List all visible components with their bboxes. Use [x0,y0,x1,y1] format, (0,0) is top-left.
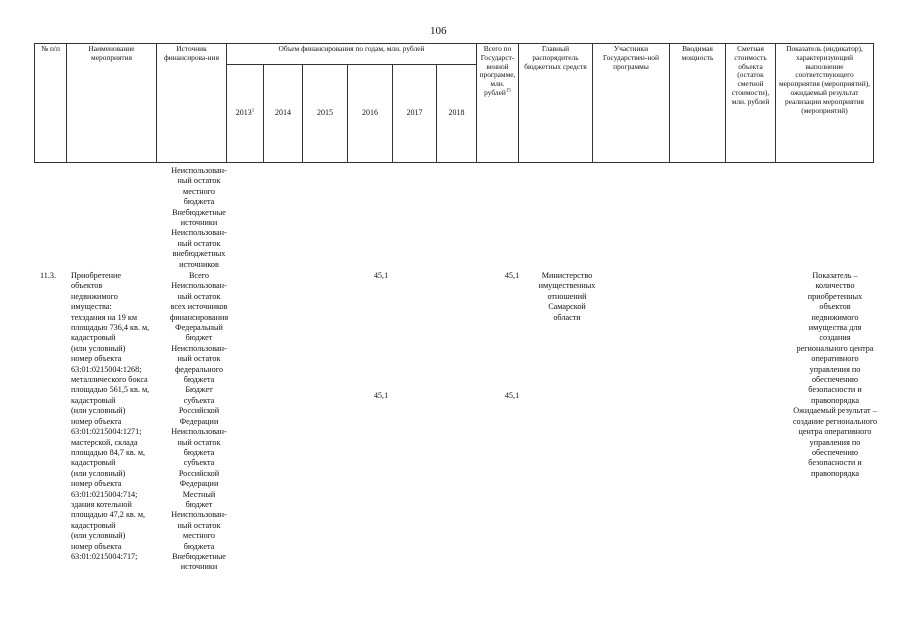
source-line: Неиспользован- [171,281,227,291]
indicator-line: центра оперативного [798,427,872,437]
header-year-2016: 2016 [348,65,393,163]
header-manager: Главный распорядитель бюджетных средств [519,44,593,163]
source-line: Российской [178,468,220,478]
header-indicator: Показатель (индикатор), характеризующий выполнение соответствующего мероприятия (мероприятий), ожидаемый результат реализации мероприятия (мероприятий) [776,44,874,163]
indicator-line: управления по [809,437,861,447]
top-source-line: бюджета [183,197,215,207]
source-list [156,271,242,573]
page-number: 106 [430,25,447,37]
item-name-line: недвижимого [71,291,118,301]
item-name-line: имущества: [71,302,112,312]
source-line: бюджета [183,375,215,385]
header-year-2013: 2013$^1$ [227,65,264,163]
source-line: субъекта [183,458,215,468]
value-2016-total: 45,1 [373,271,389,280]
indicator-line: безопасности и [808,458,862,468]
indicator-line: оперативного [811,354,859,364]
item-name-line: номер объекта [71,354,122,364]
item-name-line: площадью 47,2 кв. м, [71,510,146,520]
item-name-line: техздания на 19 км [71,312,138,322]
source-line: Всего [188,271,210,280]
source-line: Неиспользован- [171,427,227,437]
indicator-line: имущества для [808,323,862,333]
source-line: ный остаток [177,520,221,530]
item-name-line: 63:01:0215004:714; [71,489,138,499]
manager-line: Министерство [541,271,593,280]
source-line: ный остаток [177,437,221,447]
source-line: бюджета [183,541,215,551]
item-name-line: металлического бокса [71,375,148,385]
item-name-line: 63:01:0215004:1271; [71,427,142,437]
indicator-line: создания [819,333,851,343]
header-year-2014: 2014 [264,65,303,163]
row-number: 11.3. [40,271,57,280]
item-name-line: здания котельной [71,499,132,509]
top-source-line: ный остаток [177,238,221,248]
header-name: Наименование мероприятия [67,44,157,163]
item-name-line: номер объекта [71,416,122,426]
source-line: бюджет [185,333,213,343]
indicator-line: управления по [809,364,861,374]
source-line: Российской [178,406,220,416]
item-name-line: номер объекта [71,541,122,551]
source-line: субъекта [183,395,215,405]
indicator-line: обеспечению [811,447,859,457]
indicator-line: приобретенных [807,291,863,301]
top-source-line: Внебюджетные [172,207,226,217]
item-name-line: Приобретение [71,271,121,280]
value-total-all: 45,1 [504,271,520,280]
manager-line: Самарской [548,302,586,312]
source-line: Федерации [179,416,219,426]
source-line: бюджет [185,499,213,509]
header-source: Источник финансирова-ния [157,44,227,163]
indicator-line: создание регионального [792,416,878,426]
indicator-line: Показатель – [812,271,858,280]
item-name-line: кадастровый [71,458,116,468]
item-name-line: (или условный) [71,343,126,353]
indicator-line: обеспечению [811,375,859,385]
source-line: Бюджет [185,385,213,395]
header-year-2015: 2015 [303,65,348,163]
source-line: Федерации [179,479,219,489]
top-source-line: ный остаток [177,176,221,186]
source-line: финансирования [169,312,229,322]
item-name-line: кадастровый [71,333,116,343]
top-source-line: внебюджетных [172,249,226,259]
top-source-line: Неиспользован- [171,166,227,175]
indicator-line: правопорядка [810,468,859,478]
table-header [34,43,874,163]
manager-line: области [553,312,581,322]
item-name-line: кадастровый [71,395,116,405]
source-line: всех источников [170,302,228,312]
top-source-line: источники [180,218,218,228]
item-name-line: 63:01:0215004:1268; [71,364,142,374]
item-name-line: мастерской, склада [71,437,138,447]
indicator-line: количество [815,281,855,291]
top-source-list [156,166,242,270]
manager-line: отношений [547,291,587,301]
source-line: ный остаток [177,291,221,301]
indicator-line: объектов [819,302,851,312]
item-name-line: площадью 736,4 кв. м, [71,323,150,333]
indicator-line: правопорядка [810,395,859,405]
source-line: Неиспользован- [171,343,227,353]
indicator-text [786,271,884,479]
top-source-line: местного [183,186,215,196]
value-total-subject: 45,1 [504,391,520,400]
item-name-line: кадастровый [71,520,116,530]
indicator-line: Ожидаемый результат – [793,406,877,416]
manager-line: имущественных [538,281,596,291]
item-name-line: (или условный) [71,468,126,478]
item-name-line: площадью 84,7 кв. м, [71,447,146,457]
item-name-line: площадью 561,5 кв. м, [71,385,150,395]
source-line: Федеральный [175,323,223,333]
source-line: местного [183,531,215,541]
source-line: бюджета [183,447,215,457]
item-name-line: 63:01:0215004:717; [71,551,138,561]
header-participants: Участники Государствен-ной программы [593,44,670,163]
header-capacity: Вводимая мощность [670,44,726,163]
source-line: источники [180,562,218,572]
source-line: Неиспользован- [171,510,227,520]
header-total: Всего по Государст-венной программе, млн. рублей$^{15}$ [477,44,519,163]
indicator-line: регионального центра [796,343,874,353]
indicator-line: недвижимого [811,312,859,322]
indicator-line: безопасности и [808,385,862,395]
source-line: ный остаток [177,354,221,364]
header-year-2018: 2018 [437,65,477,163]
source-line: Местный [182,489,216,499]
header-num: № п/п [35,44,67,163]
header-year-2017: 2017 [393,65,437,163]
header-financing-group: Объем финансирования по годам, млн. рублей [227,44,477,65]
item-name-line: номер объекта [71,479,122,489]
item-name-line: (или условный) [71,531,126,541]
manager-name [530,271,604,323]
top-source-line: источников [179,259,219,269]
source-line: Внебюджетные [172,551,226,561]
item-name [71,271,163,562]
value-2016-subject: 45,1 [373,391,389,400]
item-name-line: объектов [71,281,103,291]
item-name-line: (или условный) [71,406,126,416]
header-estimated-cost: Сметная стоимость объекта (остаток сметной стоимости), млн. рублей [726,44,776,163]
top-source-line: Неиспользован- [171,228,227,238]
source-line: федерального [175,364,223,374]
